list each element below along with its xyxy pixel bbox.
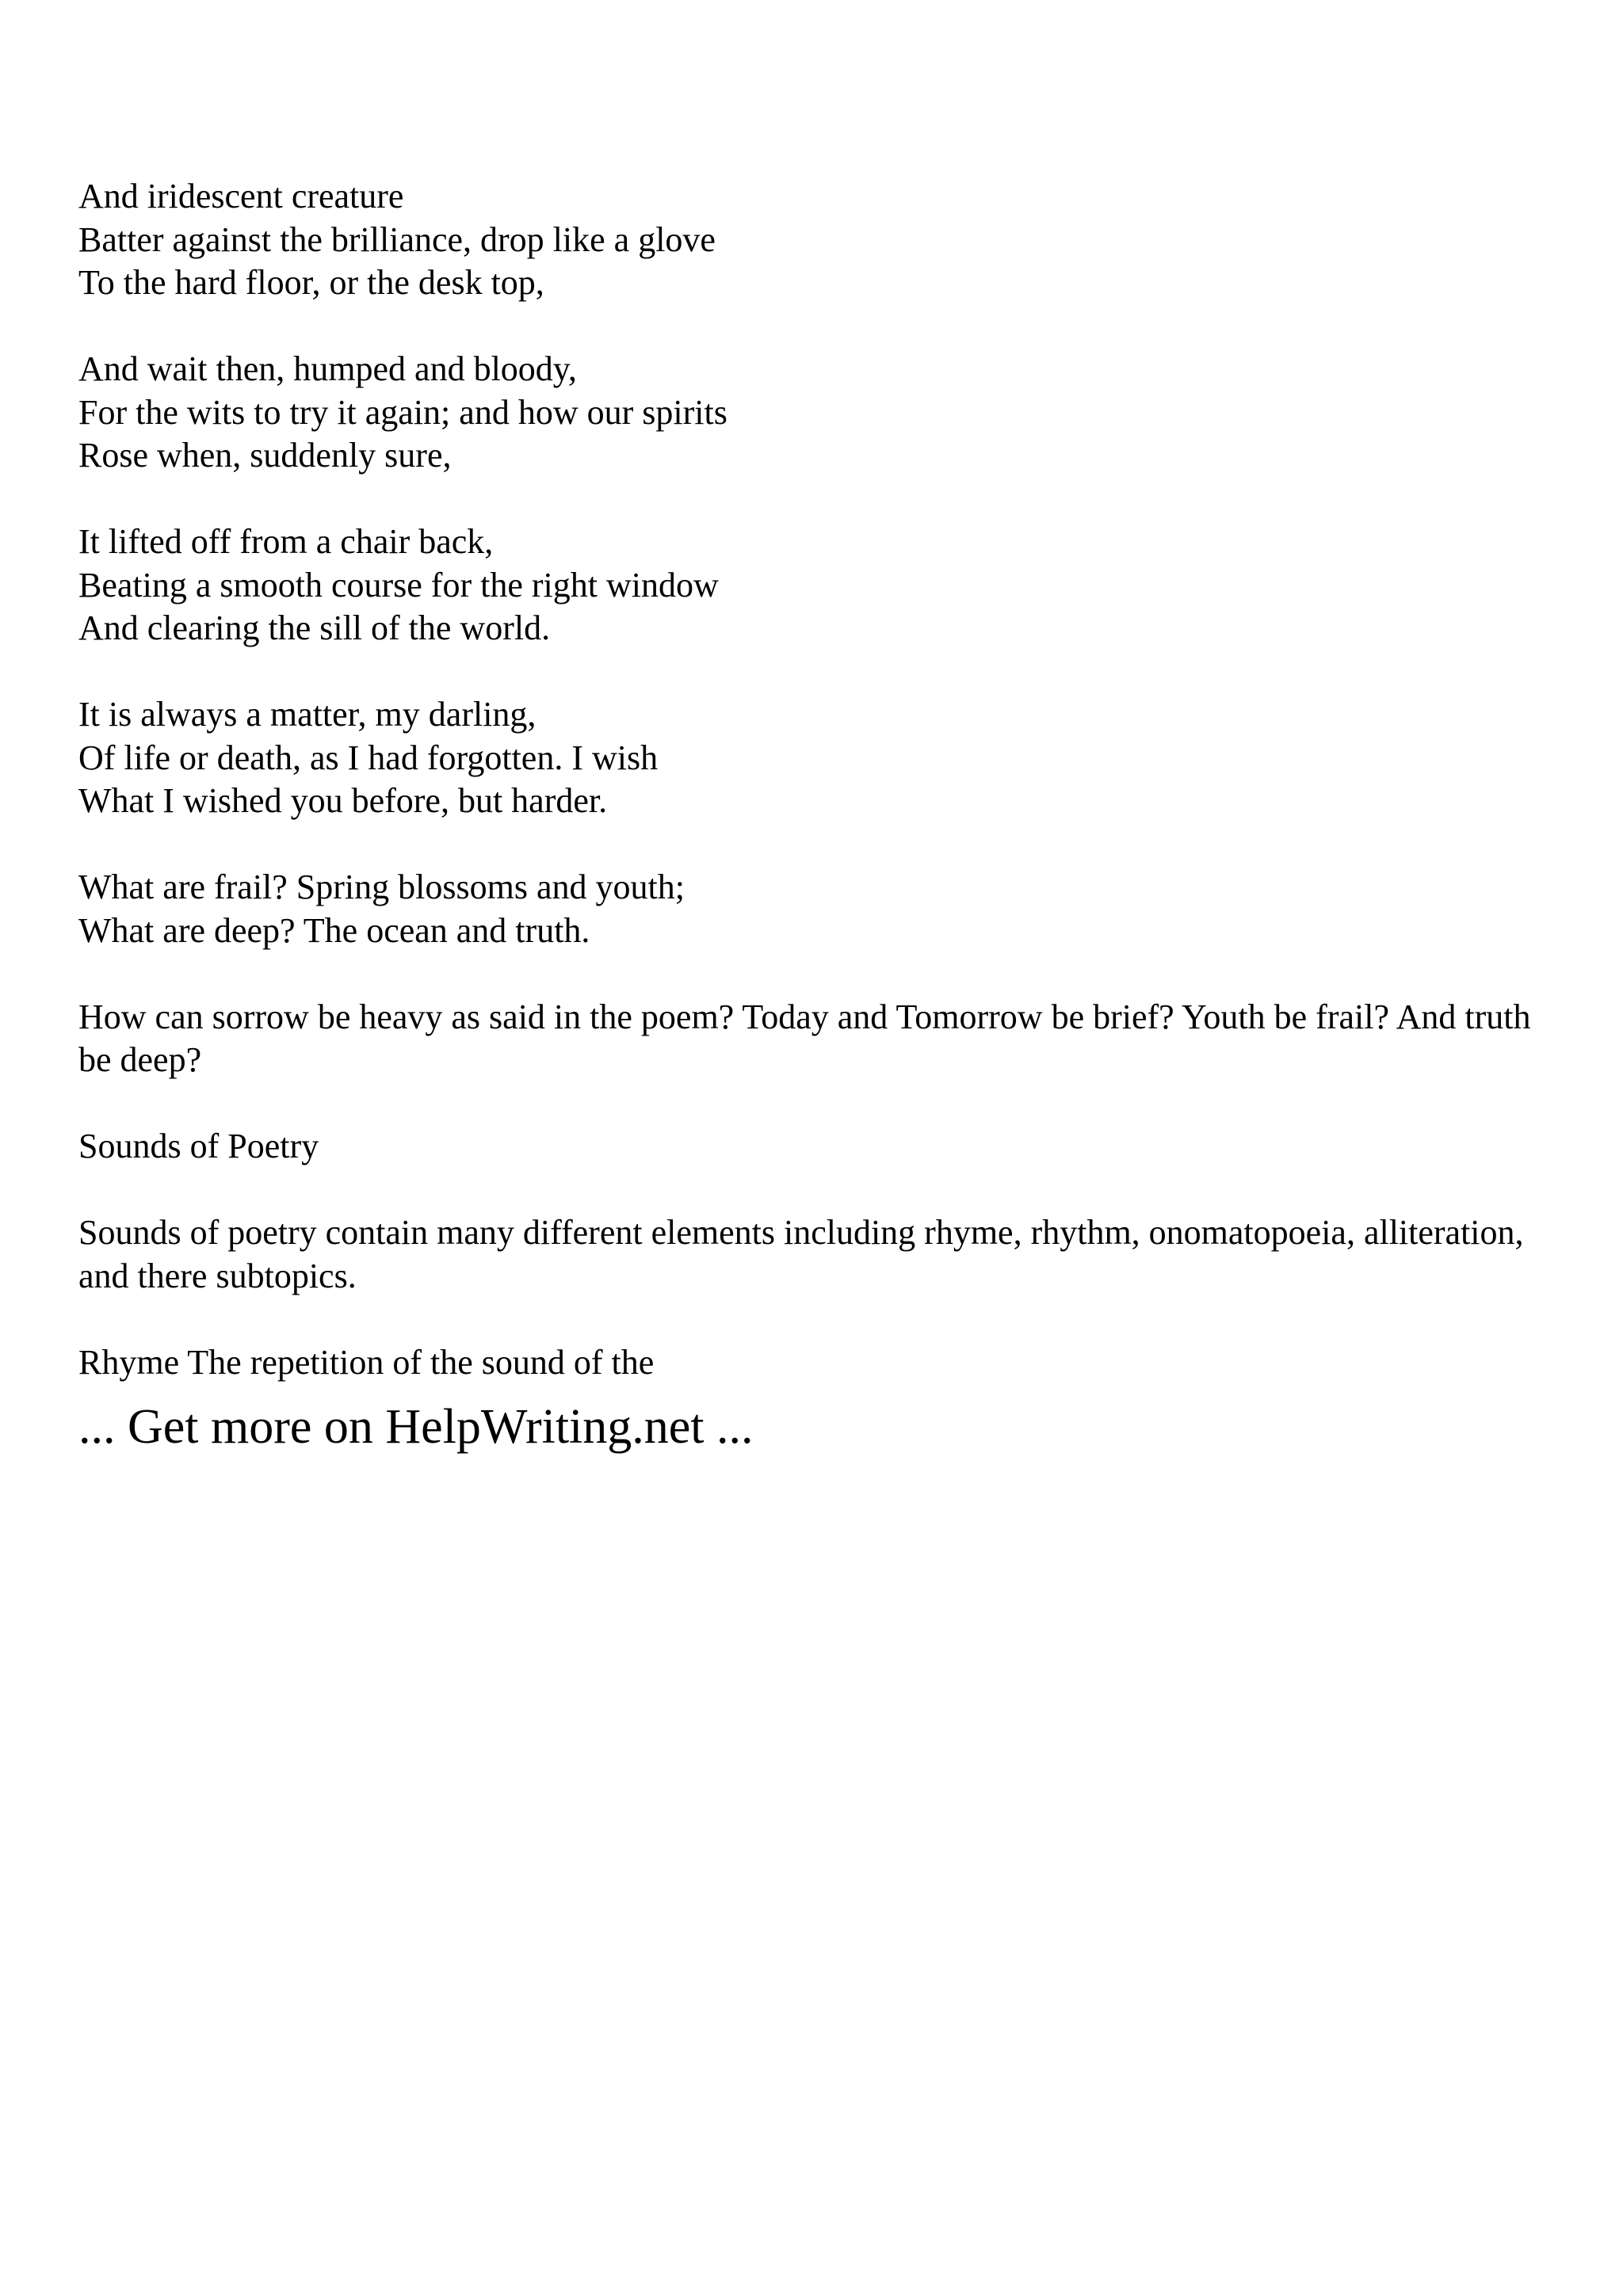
section-heading: Sounds of Poetry (78, 1127, 319, 1165)
poem-stanza-5 (78, 866, 1568, 952)
poem-line: What are frail? Spring blossoms and youth; (78, 868, 685, 906)
poem-line: For the wits to try it again; and how our spirits (78, 392, 727, 432)
poem-stanza-2 (78, 348, 1568, 478)
poem-line: What I wished you before, but harder. (78, 781, 608, 820)
poem-stanza-4 (78, 693, 1568, 823)
document-content (78, 175, 1568, 1455)
question-paragraph: How can sorrow be heavy as said in the poem? Today and Tomorrow be brief? Youth be frail? And truth be deep? (78, 997, 1531, 1079)
poem-stanza-1 (78, 175, 1568, 305)
poem-line: It is always a matter, my darling, (78, 695, 537, 734)
poem-line: Beating a smooth course for the right window (78, 565, 719, 605)
poem-line: And wait then, humped and bloody, (78, 349, 577, 388)
poem-stanza-3 (78, 521, 1568, 650)
poem-line: Of life or death, as I had forgotten. I wish (78, 738, 659, 777)
poem-line: And iridescent creature (78, 177, 404, 215)
intro-paragraph: Sounds of poetry contain many different elements including rhyme, rhythm, onomatopoeia, alliteration, and there subtopics. (78, 1213, 1524, 1295)
poem-line: Batter against the brilliance, drop like a glove (78, 219, 716, 259)
poem-line: It lifted off from a chair back, (78, 522, 494, 561)
poem-line: Rose when, suddenly sure, (78, 436, 452, 475)
poem-line: And clearing the sill of the world. (78, 608, 551, 647)
poem-line: To the hard floor, or the desk top, (78, 263, 544, 302)
rhyme-paragraph: Rhyme The repetition of the sound of the (78, 1342, 655, 1382)
get-more-link[interactable]: ... Get more on HelpWriting.net ... (78, 1400, 754, 1454)
poem-line: What are deep? The ocean and truth. (78, 910, 590, 950)
